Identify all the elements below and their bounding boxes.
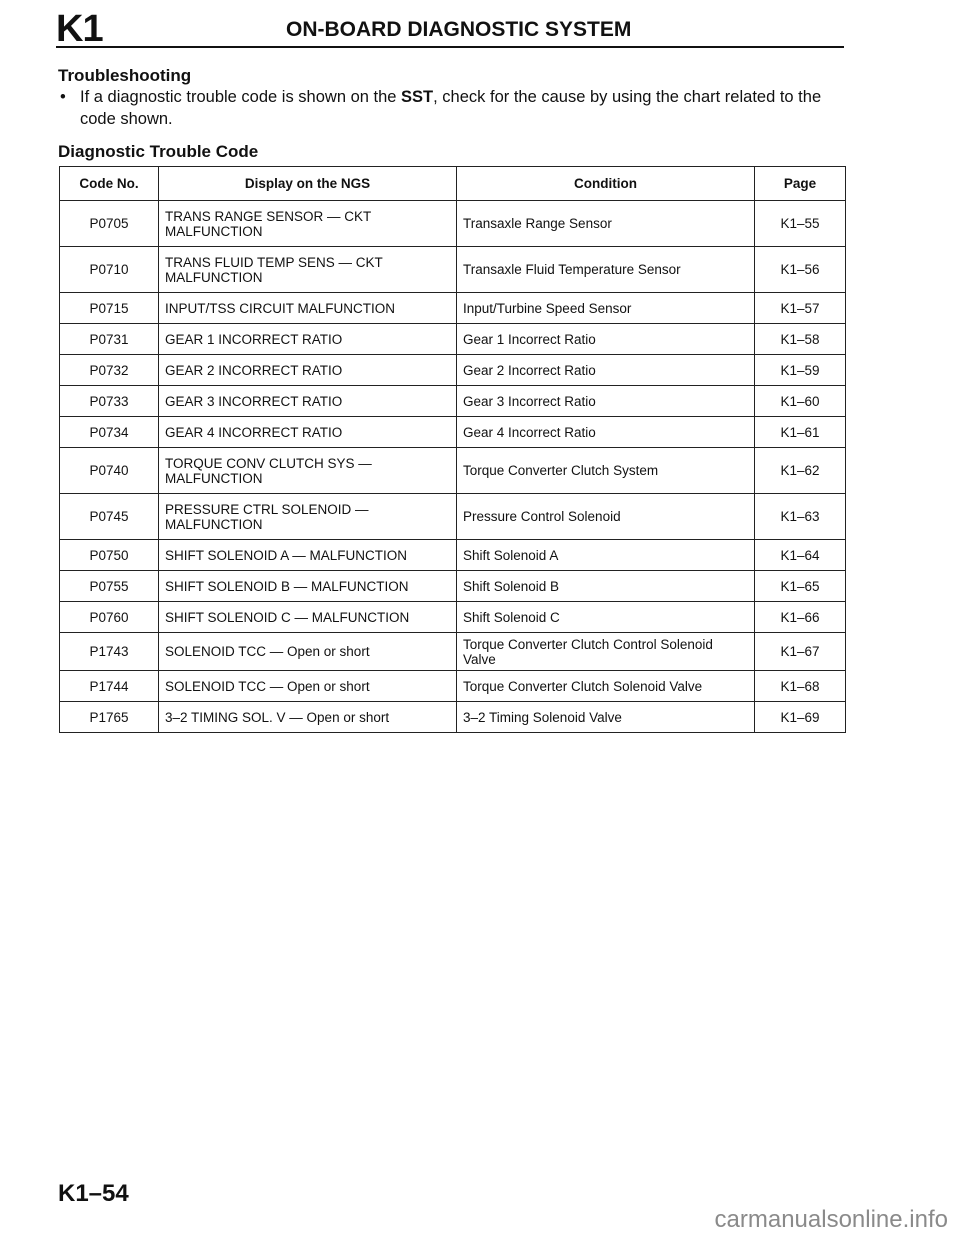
display-cell: SHIFT SOLENOID B — MALFUNCTION [159, 571, 457, 602]
table-row [60, 201, 846, 247]
code-cell: P0731 [60, 324, 159, 355]
code-cell: P0755 [60, 571, 159, 602]
page-ref-cell: K1–62 [755, 448, 846, 494]
bullet-text-before: If a diagnostic trouble code is shown on the [80, 88, 397, 106]
display-cell: SHIFT SOLENOID A — MALFUNCTION [159, 540, 457, 571]
condition-cell: Pressure Control Solenoid [457, 494, 755, 540]
table-row [60, 671, 846, 702]
display-cell: SOLENOID TCC — Open or short [159, 633, 457, 671]
condition-cell: Torque Converter Clutch Solenoid Valve [457, 671, 755, 702]
display-cell: SHIFT SOLENOID C — MALFUNCTION [159, 602, 457, 633]
page-ref-cell: K1–68 [755, 671, 846, 702]
table-row [60, 702, 846, 733]
table-row [60, 540, 846, 571]
page-ref-cell: K1–56 [755, 247, 846, 293]
page-ref-cell: K1–55 [755, 201, 846, 247]
display-cell: TRANS FLUID TEMP SENS — CKT MALFUNCTION [159, 247, 457, 293]
header-divider [56, 46, 844, 48]
table-row [60, 417, 846, 448]
display-cell: TORQUE CONV CLUTCH SYS — MALFUNCTION [159, 448, 457, 494]
condition-cell: Shift Solenoid B [457, 571, 755, 602]
display-cell: GEAR 3 INCORRECT RATIO [159, 386, 457, 417]
code-cell: P0733 [60, 386, 159, 417]
display-cell: TRANS RANGE SENSOR — CKT MALFUNCTION [159, 201, 457, 247]
page-ref-cell: K1–58 [755, 324, 846, 355]
page-title: ON-BOARD DIAGNOSTIC SYSTEM [286, 18, 632, 41]
col-header-code: Code No. [60, 167, 159, 201]
condition-cell: Input/Turbine Speed Sensor [457, 293, 755, 324]
page-ref-cell: K1–60 [755, 386, 846, 417]
display-cell: GEAR 4 INCORRECT RATIO [159, 417, 457, 448]
condition-cell: Shift Solenoid A [457, 540, 755, 571]
dtc-table [59, 166, 846, 733]
table-row [60, 633, 846, 671]
troubleshooting-heading: Troubleshooting [58, 66, 192, 85]
display-cell: 3–2 TIMING SOL. V — Open or short [159, 702, 457, 733]
page-ref-cell: K1–67 [755, 633, 846, 671]
condition-cell: Gear 2 Incorrect Ratio [457, 355, 755, 386]
table-row [60, 602, 846, 633]
code-cell: P0745 [60, 494, 159, 540]
code-cell: P0740 [60, 448, 159, 494]
code-cell: P1765 [60, 702, 159, 733]
table-row [60, 448, 846, 494]
code-cell: P0760 [60, 602, 159, 633]
troubleshooting-bullet [60, 86, 850, 130]
display-cell: PRESSURE CTRL SOLENOID — MALFUNCTION [159, 494, 457, 540]
table-row [60, 324, 846, 355]
code-cell: P0715 [60, 293, 159, 324]
code-cell: P0732 [60, 355, 159, 386]
col-header-condition: Condition [457, 167, 755, 201]
bullet-text-after: , check for the cause by using the chart related to the code shown. [80, 88, 822, 128]
table-row [60, 571, 846, 602]
condition-cell: Transaxle Fluid Temperature Sensor [457, 247, 755, 293]
bullet-text [60, 86, 850, 130]
dtc-heading: Diagnostic Trouble Code [58, 142, 259, 161]
page-ref-cell: K1–66 [755, 602, 846, 633]
condition-cell: 3–2 Timing Solenoid Valve [457, 702, 755, 733]
table-row [60, 247, 846, 293]
page-ref-cell: K1–63 [755, 494, 846, 540]
condition-cell: Gear 1 Incorrect Ratio [457, 324, 755, 355]
section-code: K1 [56, 8, 103, 50]
table-header-row [60, 167, 846, 201]
sst-term: SST [401, 88, 434, 106]
table-row [60, 386, 846, 417]
code-cell: P0705 [60, 201, 159, 247]
code-cell: P0750 [60, 540, 159, 571]
display-cell: INPUT/TSS CIRCUIT MALFUNCTION [159, 293, 457, 324]
display-cell: SOLENOID TCC — Open or short [159, 671, 457, 702]
condition-cell: Torque Converter Clutch System [457, 448, 755, 494]
page-ref-cell: K1–59 [755, 355, 846, 386]
page-ref-cell: K1–69 [755, 702, 846, 733]
page-ref-cell: K1–64 [755, 540, 846, 571]
table-row [60, 494, 846, 540]
condition-cell: Gear 3 Incorrect Ratio [457, 386, 755, 417]
display-cell: GEAR 1 INCORRECT RATIO [159, 324, 457, 355]
page-ref-cell: K1–61 [755, 417, 846, 448]
code-cell: P0734 [60, 417, 159, 448]
code-cell: P0710 [60, 247, 159, 293]
code-cell: P1744 [60, 671, 159, 702]
condition-cell: Transaxle Range Sensor [457, 201, 755, 247]
condition-cell: Shift Solenoid C [457, 602, 755, 633]
page-ref-cell: K1–57 [755, 293, 846, 324]
table-row [60, 355, 846, 386]
footer-page-number: K1–54 [58, 1180, 129, 1207]
watermark: carmanualsonline.info [714, 1206, 948, 1233]
col-header-display: Display on the NGS [159, 167, 457, 201]
condition-cell: Torque Converter Clutch Control Solenoid Valve [457, 633, 755, 671]
bullet-icon: • [60, 88, 66, 106]
table-row [60, 293, 846, 324]
condition-cell: Gear 4 Incorrect Ratio [457, 417, 755, 448]
col-header-page: Page [755, 167, 846, 201]
display-cell: GEAR 2 INCORRECT RATIO [159, 355, 457, 386]
code-cell: P1743 [60, 633, 159, 671]
page-ref-cell: K1–65 [755, 571, 846, 602]
